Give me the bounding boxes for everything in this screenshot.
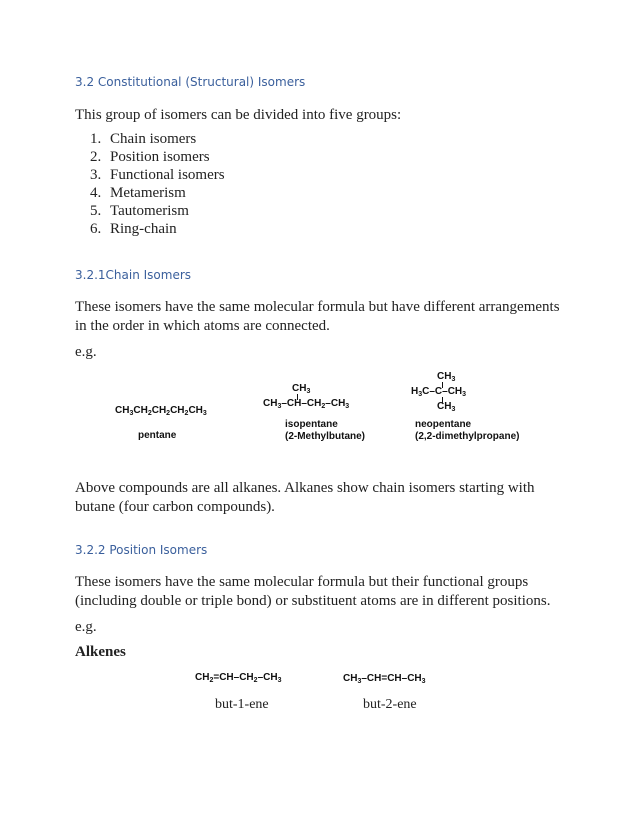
neopentane-iupac-name: (2,2-dimethylpropane) [415, 431, 520, 442]
intro-text: This group of isomers can be divided into five groups: [75, 107, 402, 123]
neopentane-bottom-methyl: $CH_3$ [437, 401, 456, 413]
pentane-caption: pentane [138, 430, 177, 441]
list-item: 2. Position isomers [90, 149, 210, 165]
isopentane-formula: $CH_3-CH-CH_2-CH_3$ [263, 398, 350, 410]
neopentane-top-methyl: $CH_3$ [437, 371, 456, 383]
but-2-ene-name: but-2-ene [363, 697, 417, 712]
list-item: 4. Metamerism [90, 185, 186, 201]
list-item: 5. Tautomerism [90, 203, 189, 219]
alkenes-heading: Alkenes [75, 644, 126, 660]
chain-eg-label: e.g. [75, 344, 97, 360]
but-1-ene-name: but-1-ene [215, 697, 269, 712]
list-item: 3. Functional isomers [90, 167, 225, 183]
but-2-ene-formula: $CH_3-CH=CH-CH_3$ [343, 673, 426, 685]
neopentane-caption: neopentane [415, 419, 472, 430]
isopentane-caption: isopentane [285, 419, 338, 430]
chain-isomers-heading: 3.2.1Chain Isomers [75, 268, 192, 282]
chain-isomers-description: These isomers have the same molecular formula but have different arrangements in the order in which atoms are connected. [75, 299, 560, 334]
position-eg-label: e.g. [75, 619, 97, 635]
position-isomers-heading: 3.2.2 Position Isomers [75, 543, 208, 557]
position-isomers-description: These isomers have the same molecular formula but their functional groups (including double or triple bond) or substituent atoms are in different positions. [75, 574, 551, 609]
pentane-formula: $CH_3CH_2CH_2CH_2CH_3$ [115, 405, 207, 417]
isomer-groups-list [90, 130, 225, 238]
list-item: 6. Ring-chain [90, 221, 177, 237]
list-item: 1. Chain isomers [90, 131, 197, 147]
isopentane-methyl-group: $CH_3$ [292, 383, 311, 395]
isopentane-iupac-name: (2-Methylbutane) [285, 431, 365, 442]
neopentane-formula: $H_3C-C-CH_3$ [411, 386, 467, 398]
but-1-ene-formula: $CH_2=CH-CH_2-CH_3$ [195, 672, 282, 684]
section-heading: 3.2 Constitutional (Structural) Isomers [75, 75, 306, 89]
chain-isomers-conclusion: Above compounds are all alkanes. Alkanes show chain isomers starting with butane (four carbon compounds). [75, 480, 535, 515]
